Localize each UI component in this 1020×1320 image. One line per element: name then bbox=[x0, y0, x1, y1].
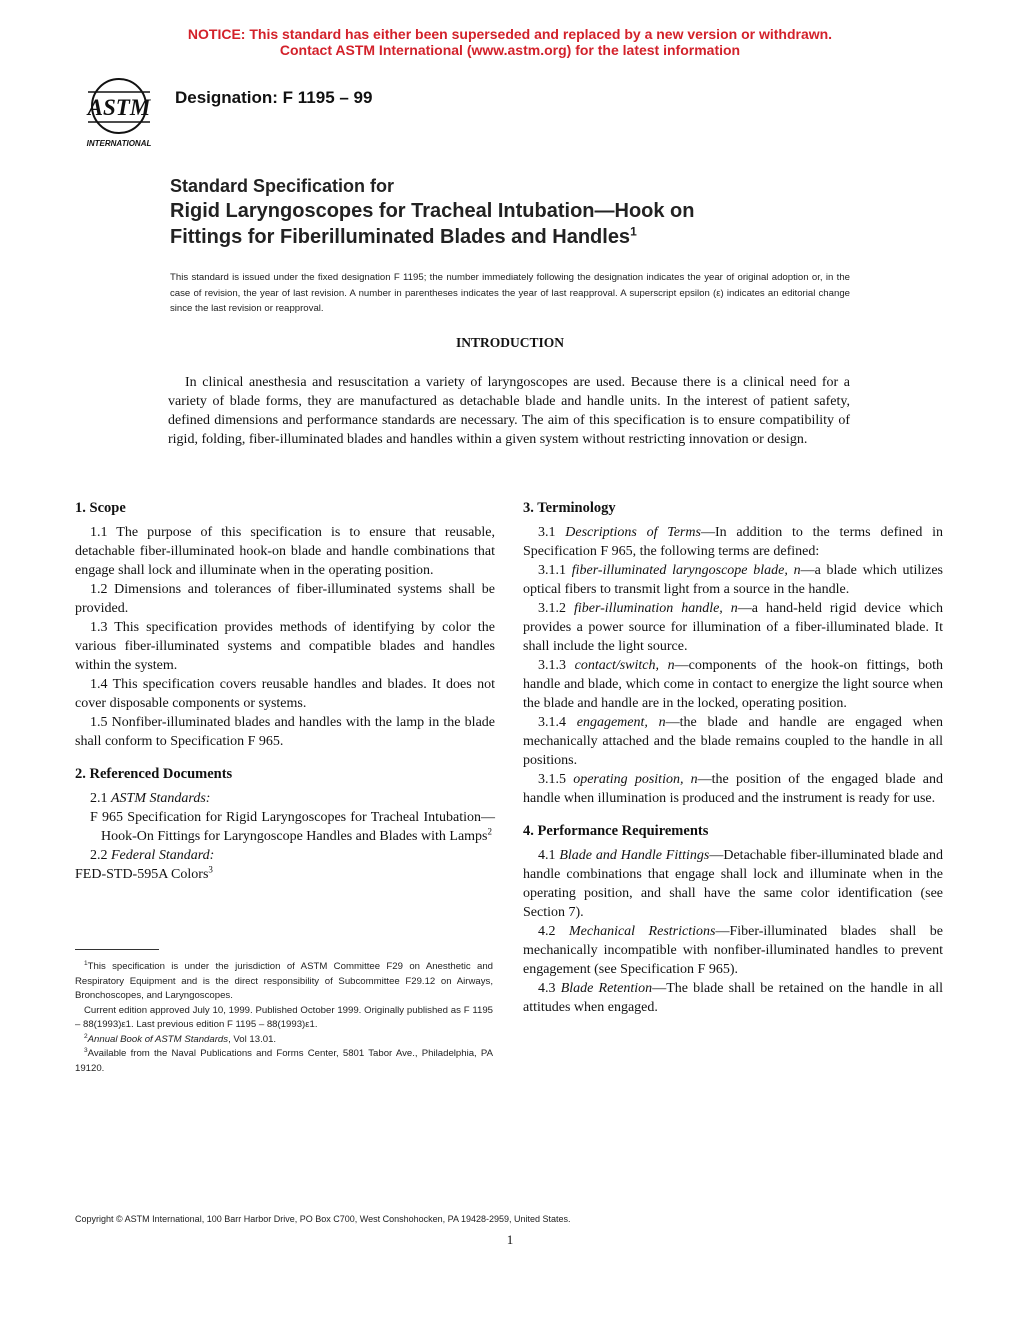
notice-line-1: NOTICE: This standard has either been superseded and replaced by a new version or withdrawn. bbox=[187, 26, 833, 42]
title-footnote-mark: 1 bbox=[630, 224, 637, 239]
left-column bbox=[75, 498, 495, 897]
performance-4-1: 4.1 Blade and Handle Fittings—Detachable fiber-illuminated blade and handle combinations that engage shall lock and illuminate when in the operating position, and shall have the same color identification (see Section 7). bbox=[523, 848, 943, 920]
section-terminology bbox=[523, 498, 943, 808]
referenced-heading: 2. Referenced Documents bbox=[75, 766, 233, 782]
footnote-1-edition: Current edition approved July 10, 1999. Published October 1999. Originally published as F 1195 – 88(1993)ε1. Last previous edition F 1195 – 88(1993)ε1. bbox=[75, 1004, 493, 1030]
footnote-1: $^1$This specification is under the jurisdiction of ASTM Committee F29 on Anesthetic and Respiratory Equipment and is the direct responsibility of Subcommittee F29.12 on Airways, Bronchoscopes, and Laryngoscopes. bbox=[75, 959, 493, 1001]
terminology-heading: 3. Terminology bbox=[523, 500, 616, 516]
section-performance bbox=[523, 821, 943, 1017]
performance-heading: 4. Performance Requirements bbox=[523, 823, 709, 839]
scope-1-1: 1.1 The purpose of this specification is to ensure that reusable, detachable fiber-illuminated hook-on blade and handle combinations that engage shall lock and illuminate when in the operating position. bbox=[75, 525, 495, 578]
terminology-3-1-5: 3.1.5 operating position, n—the position of the engaged blade and handle when illumination is produced and the instrument is ready for use. bbox=[523, 772, 943, 806]
scope-1-2: 1.2 Dimensions and tolerances of fiber-illuminated systems shall be provided. bbox=[75, 582, 495, 616]
footnote-divider bbox=[75, 949, 159, 950]
logo-sub: INTERNATIONAL bbox=[86, 139, 152, 148]
scope-heading: 1. Scope bbox=[75, 500, 126, 516]
title-line-2: Rigid Laryngoscopes for Tracheal Intubation—Hook on bbox=[170, 200, 695, 222]
notice-line-2: Contact ASTM International (www.astm.org) for the latest information bbox=[279, 42, 741, 58]
footnote-2: $^2$Annual Book of ASTM Standards, Vol 13.01. bbox=[84, 1032, 277, 1045]
introduction-heading: INTRODUCTION bbox=[455, 335, 564, 350]
footnote-3: $^3$Available from the Naval Publications and Forms Center, 5801 Tabor Ave., Philadelphia, PA 19120. bbox=[75, 1046, 493, 1074]
logo-letters: ASTM bbox=[87, 95, 151, 120]
right-column bbox=[523, 498, 943, 1030]
scope-1-3: 1.3 This specification provides methods of identifying by color the various fiber-illuminated systems and compatible blades and handles within the system. bbox=[75, 620, 495, 673]
title-line-3: Fittings for Fiberilluminated Blades and Handles$^1$ bbox=[170, 224, 637, 248]
title-line-1: Standard Specification for bbox=[170, 176, 395, 196]
section-referenced-documents bbox=[75, 764, 495, 884]
page-number: 1 bbox=[506, 1232, 514, 1247]
terminology-3-1-2: 3.1.2 fiber-illumination handle, n—a hand-held rigid device which provides a power source for illumination of a fiber-illuminated blade. It shall include the light source. bbox=[523, 601, 944, 654]
scope-1-5: 1.5 Nonfiber-illuminated blades and handles with the lamp in the blade shall conform to Specification F 965. bbox=[75, 715, 495, 749]
footnotes bbox=[75, 960, 493, 1076]
astm-logo-icon bbox=[76, 76, 162, 150]
referenced-2-2: 2.2 Federal Standard: bbox=[90, 848, 215, 863]
terminology-3-1: 3.1 Descriptions of Terms—In addition to the terms defined in Specification F 965, the following terms are defined: bbox=[523, 525, 944, 559]
performance-4-3: 4.3 Blade Retention—The blade shall be retained on the handle in all attitudes when engaged. bbox=[523, 981, 943, 1015]
designation: Designation: F 1195 – 99 bbox=[175, 88, 373, 107]
issued-note: This standard is issued under the fixed designation F 1195; the number immediately following the designation indicates the year of original adoption or, in the case of revision, the year of last revision. A number in parentheses indicates the year of last reapproval. A superscript epsilon (ε) indicates an editorial change since the last revision or reapproval. bbox=[170, 272, 850, 314]
performance-4-2: 4.2 Mechanical Restrictions—Fiber-illuminated blades shall be mechanically incompatible with nonfiber-illuminated handles to prevent engagement (see Specification F 965). bbox=[523, 924, 944, 977]
referenced-2-1: 2.1 ASTM Standards: bbox=[90, 791, 211, 806]
terminology-3-1-1: 3.1.1 fiber-illuminated laryngoscope blade, n—a blade which utilizes optical fibers to transmit light from a source in the handle. bbox=[523, 563, 943, 597]
referenced-f965: F 965 Specification for Rigid Laryngoscopes for Tracheal Intubation—Hook-On Fittings for Laryngoscope Handles and Blades with Lamps$^2$ bbox=[90, 810, 495, 844]
section-scope bbox=[75, 498, 495, 751]
referenced-fed-std: FED-STD-595A Colors$^3$ bbox=[75, 864, 213, 882]
terminology-3-1-4: 3.1.4 engagement, n—the blade and handle are engaged when mechanically attached and the blade remains coupled to the handle in all positions. bbox=[523, 715, 943, 768]
document-title bbox=[170, 174, 870, 250]
copyright: Copyright © ASTM International, 100 Barr Harbor Drive, PO Box C700, West Conshohocken, PA 19428-2959, United States. bbox=[75, 1214, 571, 1224]
terminology-3-1-3: 3.1.3 contact/switch, n—components of the hook-on fittings, both handle and blade, which come in contact to energize the light source when the blade and handle are in the locked, operating position. bbox=[523, 658, 943, 711]
introduction-text: In clinical anesthesia and resuscitation a variety of laryngoscopes are used. Because there is a clinical need for a variety of blade forms, they are manufactured as detachable blade and handle units. In the interest of patient safety, defined dimensions and performance standards are necessary. The aim of this specification is to ensure compatibility of rigid, folding, fiber-illuminated blades and handles within a given system without restricting innovation or design. bbox=[168, 375, 850, 447]
scope-1-4: 1.4 This specification covers reusable handles and blades. It does not cover disposable components or systems. bbox=[75, 677, 495, 711]
